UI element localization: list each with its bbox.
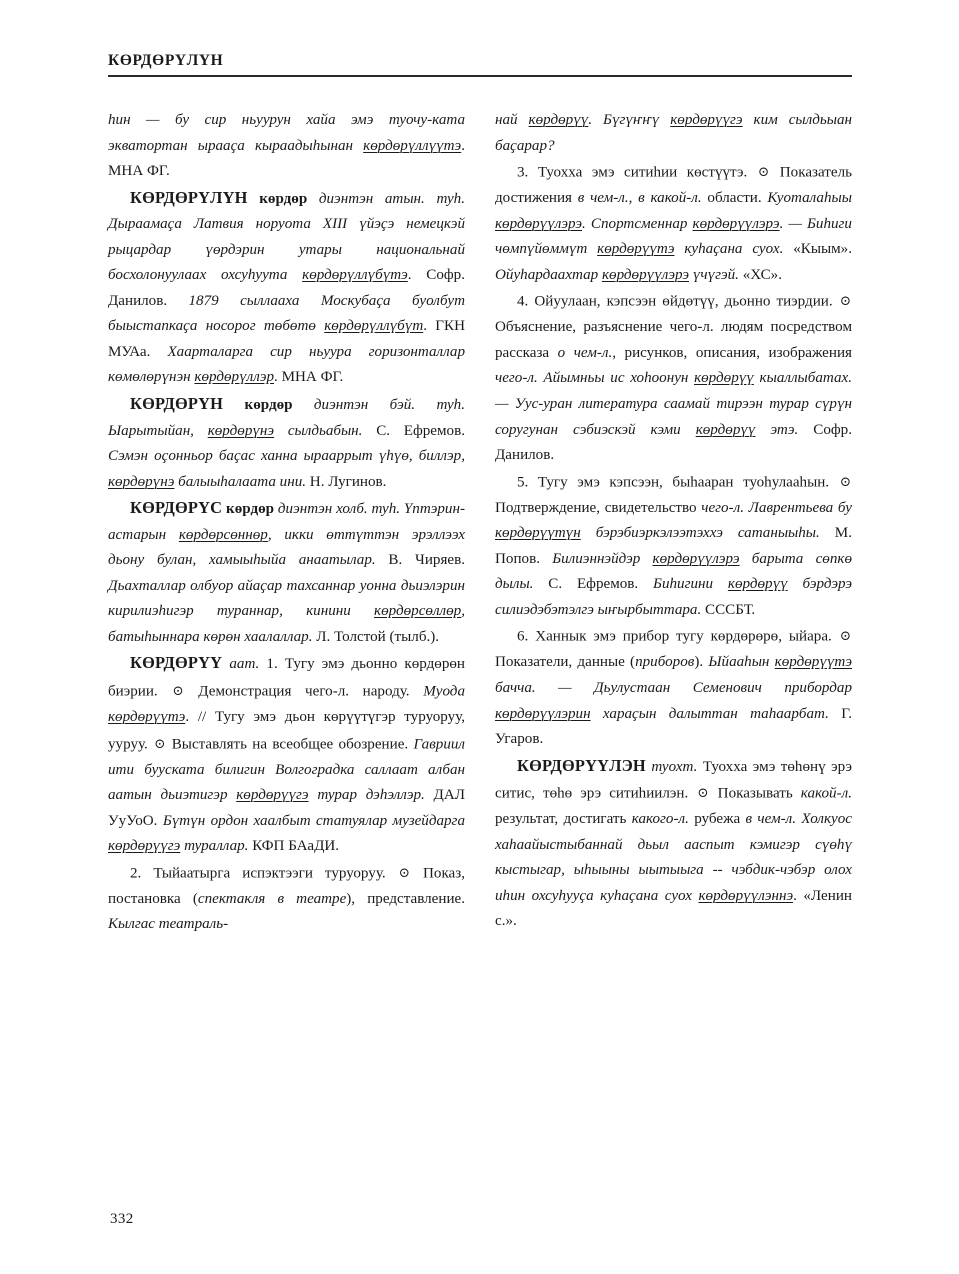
source-citation: В. Чиряев. (375, 552, 465, 569)
source-citation: Г. Угаров. (495, 705, 852, 748)
headword: КӨРДӨРҮҮ (130, 653, 223, 673)
left-column (108, 108, 465, 938)
entry-kordoruu-sense-1: КӨРДӨРҮҮ аат. 1. Тугу эмэ дьонно көрдөрөн биэрии. ⊙ Демонстрация чего-л. народу. Муода көрдөрүүтэ. // Тугу эмэ дьон көрүүтүгэр туруоруу, ууруу. ⊙ Выставлять на всеобщее обозрение. Гавриил ити бууската билигин Волгоградка саллаат албан аатын дьиэтигэр көрдөрүүгэ турар дэһэллэр. ДАЛ УуУоО. Бүтүн ордон хаалбыт статуялар музейдарга көрдөрүүгэ тураллар. КФП БАаДИ. (108, 653, 466, 855)
keyword-occurrence: көрдөрүүлэннэ (698, 887, 794, 904)
headword: КӨРДӨРҮҮЛЭН (517, 755, 646, 775)
keyword-occurrence: көрдөрүнэ (207, 422, 275, 439)
russian-definition: области. (701, 190, 762, 207)
russian-definition-italic: приборов (635, 654, 695, 671)
running-head-title: КӨРДӨРҮЛҮН (108, 52, 224, 69)
russian-definition-italic: о чем-л., (557, 344, 617, 361)
entry-kordoruu-sense-2: 2. Тыйаатырга испэктээги туруоруу. ⊙ Показ, постановка (спектакля в театре), представление. Кылгас театраль- (108, 864, 466, 933)
keyword-occurrence: көрдөрүү (528, 112, 589, 128)
keyword-occurrence: көрдөрүү (695, 421, 756, 438)
keyword-occurrence: көрдөрүүлэрэ (652, 550, 740, 567)
running-head-rule (108, 75, 852, 77)
sense-number: 1. (266, 656, 278, 673)
russian-definition: результат, достигать (495, 811, 632, 828)
keyword-occurrence: көрдөрүүлэрэ (692, 215, 780, 232)
entry-kordoruu-sense-4: 4. Ойуулаан, кэпсээн өйдөтүү, дьонно тиэрдии. ⊙ Объяснение, разъяснение чего-л. людям посредством рассказа о чем-л., рисунков, описания, изображения чего-л. Айымньы ис хоһоонун көрдөрүү кыаллыбатах. — Уус-уран литература саамай тирээн турар сүрүн соругунан сэбиэскэй кэми көрдөрүү этэ. Софр. Данилов. (495, 293, 852, 464)
source-citation: «ХС». (738, 266, 782, 283)
russian-definition-italic: чего-л. (701, 499, 744, 516)
sakha-definition: Ханнык эмэ прибор тугу көрдөрөрө, ыйара. (528, 628, 832, 645)
russian-definition: Показ, постановка ( (108, 865, 465, 907)
russian-definition: Демонстрация чего-л. народу. (184, 683, 410, 700)
russian-definition: ), представление. (346, 890, 466, 907)
sakha-definition: Ойуулаан, кэпсээн өйдөтүү, дьонно тиэрдии. (528, 293, 833, 310)
source-citation: . ГКН МУАа. (108, 318, 465, 360)
keyword-occurrence: көрдөрүүлэрэ (601, 266, 689, 283)
sense-marker-icon: ⊙ (154, 735, 166, 751)
sense-number: 3. (517, 164, 529, 181)
page-number: 332 (110, 1211, 134, 1227)
keyword-occurrence: көрдөрүүлэрин (495, 705, 591, 722)
grammar-label: аат. (229, 656, 260, 673)
russian-definition: рубежа (688, 811, 746, 828)
keyword-occurrence: көрдөрсөннөр (178, 526, 268, 543)
source-citation: М. Попов. (495, 525, 853, 567)
headword: КӨРДӨРҮЛҮН (130, 187, 248, 207)
russian-definition: Показатель достижения (495, 164, 853, 207)
russian-definition: Подтверждение, свидетельство (495, 499, 702, 516)
source-citation: . МНА ФГ. (108, 137, 465, 180)
body-columns (108, 108, 852, 938)
source-citation: . Софр. Данилов. (108, 267, 465, 309)
keyword-occurrence: көрдөрүүгэ (236, 787, 309, 804)
russian-definition: Показатели, данные ( (495, 654, 636, 671)
sense-marker-icon: ⊙ (172, 683, 184, 699)
russian-definition-italic: чего-л. (495, 370, 538, 387)
sense-marker-icon: ⊙ (757, 164, 770, 180)
sense-number: 6. (517, 628, 529, 645)
paragraph-carryover: hин — бу сир ньуурун хайа эмэ туочу-ката экватортан ырааҫа кыраадыһынан көрдөрүллүүтэ. МНА ФГ. (108, 112, 465, 180)
sense-marker-icon: ⊙ (839, 628, 851, 644)
sakha-definition: Туохха эмэ ситиһии көстүүтэ. (528, 164, 748, 181)
entry-kordoruulen: КӨРДӨРҮҮЛЭН туохт. Туохха эмэ төһөнү эрэ ситис, төһө эрэ ситиһиилэн. ⊙ Показывать какой-л. результат, достигать какого-л. рубежа в чем-л. Холкуос хаһаайыстыбаннай дьыл ааспыт кэмигэр сүөһү кыстыгар, ыһыыны ыытыыга -- чэбдик-чэбэр олох иһин охсуһууҫа куһаҫана суох көрдөрүүлэннэ. «Ленин с.». (495, 755, 852, 930)
keyword-occurrence: көрдөрүүтүн (495, 525, 581, 542)
source-citation: «Кыым». (783, 241, 852, 258)
keyword-occurrence: көрдөрүллүбүт (324, 318, 424, 335)
sakha-definition: Тугу эмэ кэпсээн, быһаaран туоһулааһын. (528, 474, 830, 491)
right-column (495, 108, 852, 938)
source-citation: СССБТ. (701, 601, 756, 618)
russian-definition: Объяснение, разъяснение чего-л. людям посредством рассказа (495, 319, 852, 361)
russian-definition-italic: спектакля в театре (197, 890, 347, 907)
keyword-occurrence: көрдөрүүгэ (670, 112, 743, 128)
source-citation: КФП БАаДИ. (248, 838, 340, 855)
sense-divider: . // (185, 709, 207, 726)
russian-definition-italic: какого-л. (631, 811, 689, 828)
entry-kordorulun: КӨРДӨРҮЛҮН көрдөр диэнтэн атын. туһ. Дыраамаҫа Латвия норуота XIII үйэҫэ немецкэй рыцардар үөрдэрин утары национальнай босхолонуулаах охсуһуута көрдөрүллүбүтэ. Софр. Данилов. 1879 сыллааха Москубаҫа буолбут быыстапкаҫа носорог төбөтө көрдөрүллүбүт. ГКН МУАа. Хаарталарга сир ньуура горизонталлар көмөлөрүнэн көрдөрүллэр. МНА ФГ. (108, 187, 465, 386)
sense-marker-icon: ⊙ (697, 785, 709, 801)
entry-kordorun: КӨРДӨРҮН көрдөр диэнтэн бэй. туһ. Ыарытыйан, көрдөрүнэ сылдьабын. С. Ефремов. Сэмэн оҫонньор баҫас ханна ыраappыт үһүө, биллэр, көрдөрүнэ балыыһалаата ини. Н. Лугинов. (108, 394, 466, 490)
russian-definition: рисунков, описания, изображения (616, 344, 852, 361)
russian-definition-italic: в чем-л. (745, 811, 796, 828)
source-citation: С. Ефремов. (533, 576, 639, 593)
russian-definition-italic: какой-л. (800, 785, 852, 802)
running-head (108, 52, 852, 77)
sense-marker-icon: ⊙ (839, 473, 851, 489)
russian-definition-italic: в чем-л., в какой-л. (577, 190, 702, 207)
keyword-occurrence: көрдөрүүлэрэ (495, 215, 583, 232)
keyword-occurrence: көрдөрүү (694, 370, 754, 387)
russian-definition: Показывать (709, 785, 801, 802)
entry-kordorus: КӨРДӨРҮС көрдөр диэнтэн холб. туһ. Үптэрин-астарын көрдөрсөннөр, икки өттүттэн эрэллээх дьону булан, хамыыһыйа анаатылар. В. Чиряев. Дьахталлар олбуор айаҫар тахсаннар уонна дьиэлэрин кирилиэһигэр тураннар, кинини көрдөрсөллөр, батыһыннара көрөн хаалаллар. Л. Толстой (тылб.). (108, 498, 465, 645)
entry-kordoruu-sense-6: 6. Ханнык эмэ прибор тугу көрдөрөрө, ыйара. ⊙ Показатели, данные (приборов). Ыйааһын көрдөрүүтэ бачча. — Дьулустаан Семенович прибордар көрдөрүүлэрин хараҫын далыттан таһаарбат. Г. Угаров. (495, 628, 852, 748)
sakha-definition: Тугу эмэ дьонно көрдөрөн биэрии. (108, 656, 465, 700)
keyword-occurrence: көрдөрсөллөр (374, 603, 462, 620)
source-citation: ДАЛ УуУоО. (108, 787, 465, 829)
grammar-label: туохт. (651, 758, 698, 775)
keyword-occurrence: көрдөрүүгэ (108, 838, 181, 855)
entry-kordoruu-sense-5: 5. Тугу эмэ кэпсээн, быһаaран туоһулааһын. ⊙ Подтверждение, свидетельство чего-л. Лаврентьева бу көрдөрүүтүн бэрэбиэркэлээтэххэ сатаныыһы. М. Попов. Билиэннэйдэр көрдөрүүлэрэ барыта сөпкө дылы. С. Ефремов. Биһигини көрдөрүү бэрдэрэ силиэдэбэтэлгэ ыҥырбыттара. СССБТ. (495, 473, 853, 618)
source-citation: С. Ефремов. (362, 422, 466, 439)
source-citation: . МНА ФГ. (274, 369, 344, 386)
keyword-occurrence: көрдөрүүтэ (597, 241, 675, 258)
keyword-occurrence: көрдөрүү (727, 576, 788, 593)
keyword-occurrence: көрдөрүллүбүтэ (302, 267, 408, 284)
keyword-occurrence: көрдөрүүтэ (774, 654, 852, 671)
reference-form: көрдөр (259, 190, 308, 207)
reference-form: көрдөр (226, 501, 275, 518)
headword: КӨРДӨРҮН (130, 394, 224, 414)
russian-definition: ). (694, 654, 704, 671)
keyword-occurrence: көрдөрүллэр (194, 369, 275, 386)
source-citation: Л. Толстой (тылб.). (312, 628, 440, 645)
sakha-definition: Туохха эмэ төһөнү эрэ ситис, төһө эрэ ситиһиилэн. (495, 758, 852, 802)
keyword-occurrence: көрдөрүнэ (108, 473, 175, 490)
source-citation: Н. Лугинов. (306, 473, 387, 490)
sakha-definition: Тугу эмэ дьон көрүүтүгэр туруоруу, ууруу. (108, 709, 466, 753)
sakha-definition: Тыйаатырга испэктээги туруоруу. (141, 865, 386, 882)
entry-kordoruu-sense-3: 3. Туохха эмэ ситиһии көстүүтэ. ⊙ Показатель достижения в чем-л., в какой-л. области. Куоталаһыы көрдөрүүлэрэ. Спортсменнар көрдөрүүлэрэ. — Биһиги чөмпүйөммүт көрдөрүүтэ куһаҫана суох. «Кыым». Ойуһардаахтар көрдөрүүлэрэ үчүгэй. «ХС». (495, 164, 853, 283)
keyword-occurrence: көрдөрүүтэ (108, 709, 186, 726)
reference-form: көрдөр (244, 397, 293, 414)
russian-definition: Выставлять на всеобщее обозрение. (166, 736, 409, 753)
headword: КӨРДӨРҮС (130, 498, 223, 518)
sense-number: 4. (517, 293, 529, 310)
sense-number: 2. (130, 865, 142, 882)
source-citation: . «Ленин с.». (495, 887, 852, 930)
sense-marker-icon: ⊙ (398, 864, 410, 880)
sense-marker-icon: ⊙ (839, 293, 851, 309)
keyword-occurrence: көрдөрүллүүтэ (363, 137, 462, 154)
source-citation: Софр. Данилов. (495, 421, 852, 464)
sense-number: 5. (517, 474, 529, 491)
paragraph-carryover: най көрдөрүү. Бүгүҥҥү көрдөрүүгэ ким сылдьыан баҫарар? (495, 112, 852, 154)
